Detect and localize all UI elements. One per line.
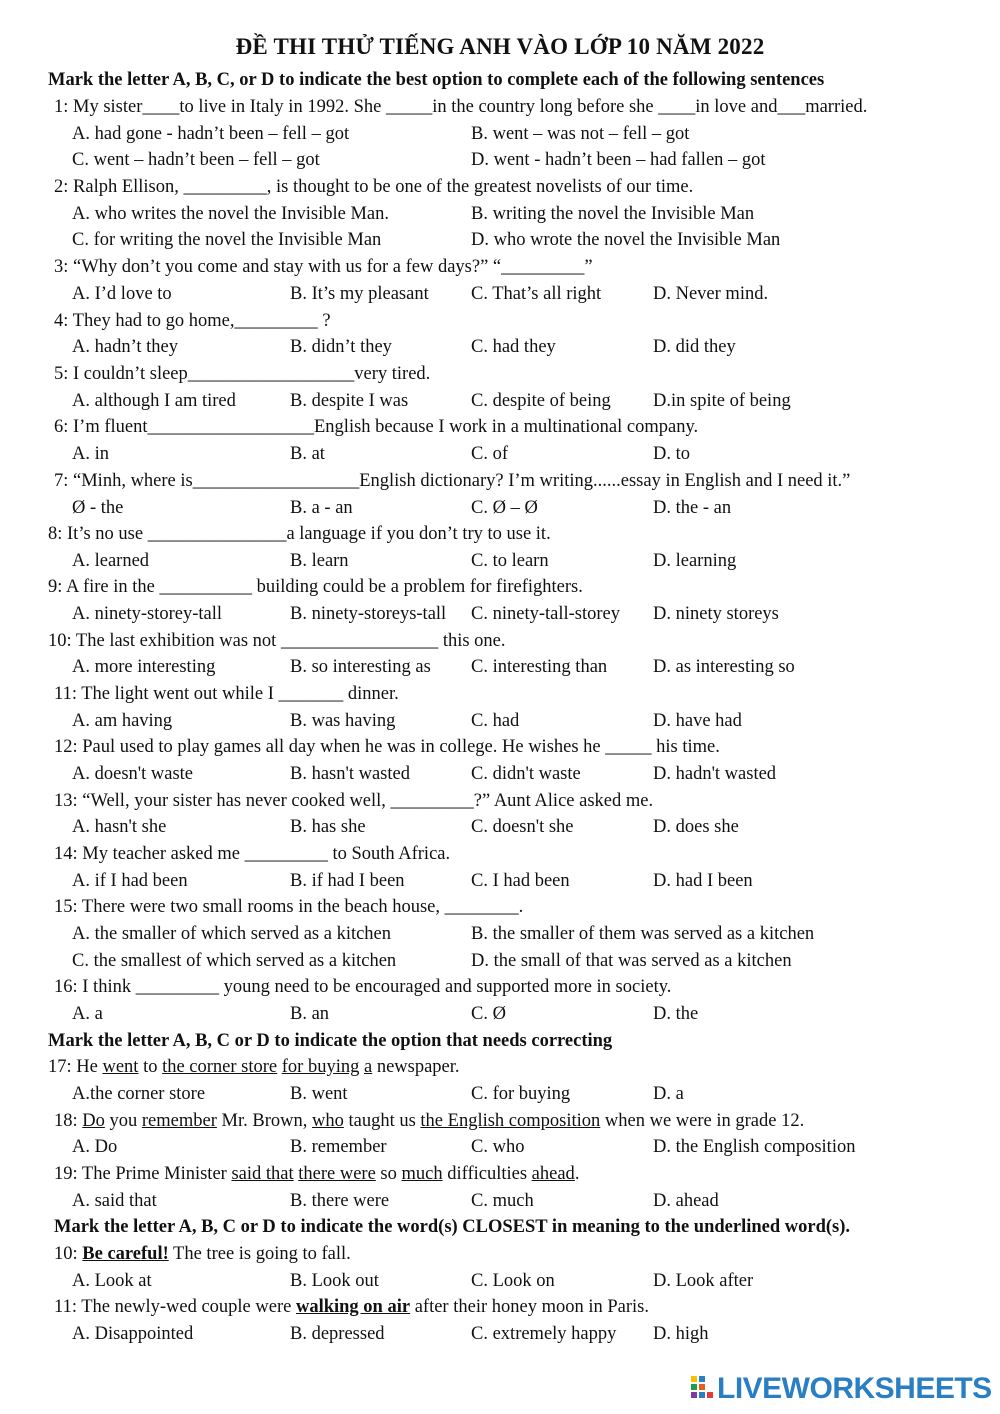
option-3-b[interactable]: B. It’s my pleasant [290, 284, 429, 304]
option-6-a[interactable]: A. in [72, 444, 109, 464]
option-11-b[interactable]: B. was having [290, 711, 396, 731]
option-13-b[interactable]: B. has she [290, 817, 366, 837]
logo-text: LIVEWORKSHEETS [717, 1372, 992, 1405]
option-2-a[interactable]: A. who writes the novel the Invisible Man. [72, 204, 390, 224]
question-20: 10: Be careful! The tree is going to fall. [54, 1244, 351, 1264]
question-2: 2: Ralph Ellison, _________, is thought to be one of the greatest novelists of our time. [54, 177, 694, 197]
option-5-c[interactable]: C. despite of being [471, 391, 611, 411]
option-9-b[interactable]: B. ninety-storeys-tall [290, 604, 447, 624]
option-4-b[interactable]: B. didn’t they [290, 337, 392, 357]
option-21-c[interactable]: C. extremely happy [471, 1324, 617, 1344]
option-7-c[interactable]: C. Ø – Ø [471, 498, 538, 518]
option-6-c[interactable]: C. of [471, 444, 508, 464]
option-2-b[interactable]: B. writing the novel the Invisible Man [471, 204, 755, 224]
option-18-d[interactable]: D. the English composition [653, 1137, 856, 1157]
option-8-c[interactable]: C. to learn [471, 551, 549, 571]
option-10-b[interactable]: B. so interesting as [290, 657, 431, 677]
option-4-d[interactable]: D. did they [653, 337, 736, 357]
option-3-c[interactable]: C. That’s all right [471, 284, 602, 304]
option-19-d[interactable]: D. ahead [653, 1191, 719, 1211]
logo-mark-icon [690, 1374, 714, 1404]
page-title: ĐỀ THI THỬ TIẾNG ANH VÀO LỚP 10 NĂM 2022 [235, 34, 765, 59]
option-20-c[interactable]: C. Look on [471, 1271, 555, 1291]
option-4-a[interactable]: A. hadn’t they [72, 337, 179, 357]
option-10-c[interactable]: C. interesting than [471, 657, 608, 677]
option-21-a[interactable]: A. Disappointed [72, 1324, 194, 1344]
question-17: 17: He went to the corner store for buying a newspaper. [48, 1057, 460, 1077]
option-2-c[interactable]: C. for writing the novel the Invisible Man [72, 230, 382, 250]
question-1: 1: My sister____to live in Italy in 1992. She _____in the country long before she ____in love and___married. [54, 97, 868, 117]
question-10: 10: The last exhibition was not _________________ this one. [48, 631, 506, 651]
section-instruction-2: Mark the letter A, B, C or D to indicate the option that needs correcting [48, 1031, 613, 1051]
option-12-c[interactable]: C. didn't waste [471, 764, 581, 784]
option-18-c[interactable]: C. who [471, 1137, 525, 1157]
option-7-a[interactable]: Ø - the [72, 498, 124, 518]
option-8-b[interactable]: B. learn [290, 551, 349, 571]
option-1-d[interactable]: D. went - hadn’t been – had fallen – got [471, 150, 766, 170]
option-16-c[interactable]: C. Ø [471, 1004, 506, 1024]
option-2-d[interactable]: D. who wrote the novel the Invisible Man [471, 230, 781, 250]
option-12-b[interactable]: B. hasn't wasted [290, 764, 410, 784]
option-17-d[interactable]: D. a [653, 1084, 684, 1104]
option-19-a[interactable]: A. said that [72, 1191, 157, 1211]
question-15: 15: There were two small rooms in the beach house, ________. [54, 897, 524, 917]
option-21-b[interactable]: B. depressed [290, 1324, 385, 1344]
option-16-b[interactable]: B. an [290, 1004, 330, 1024]
question-6: 6: I’m fluent__________________English because I work in a multinational company. [54, 417, 699, 437]
question-19: 19: The Prime Minister said that there were so much difficulties ahead. [54, 1164, 580, 1184]
option-3-a[interactable]: A. I’d love to [72, 284, 172, 304]
option-19-c[interactable]: C. much [471, 1191, 534, 1211]
option-4-c[interactable]: C. had they [471, 337, 556, 357]
option-20-b[interactable]: B. Look out [290, 1271, 379, 1291]
question-5: 5: I couldn’t sleep__________________very tired. [54, 364, 431, 384]
option-10-d[interactable]: D. as interesting so [653, 657, 795, 677]
question-21: 11: The newly-wed couple were walking on air after their honey moon in Paris. [54, 1297, 649, 1317]
option-14-b[interactable]: B. if had I been [290, 871, 405, 891]
option-14-a[interactable]: A. if I had been [72, 871, 188, 891]
option-14-d[interactable]: D. had I been [653, 871, 753, 891]
option-5-a[interactable]: A. although I am tired [72, 391, 236, 411]
option-6-d[interactable]: D. to [653, 444, 690, 464]
liveworksheets-logo [690, 1372, 992, 1406]
option-14-c[interactable]: C. I had been [471, 871, 570, 891]
option-1-a[interactable]: A. had gone - hadn’t been – fell – got [72, 124, 350, 144]
question-18: 18: Do you remember Mr. Brown, who taught us the English composition when we were in grade 12. [54, 1111, 805, 1131]
option-11-a[interactable]: A. am having [72, 711, 173, 731]
option-12-a[interactable]: A. doesn't waste [72, 764, 193, 784]
question-7: 7: “Minh, where is__________________English dictionary? I’m writing......essay in English and I need it.” [54, 471, 851, 491]
option-3-d[interactable]: D. Never mind. [653, 284, 769, 304]
option-15-d[interactable]: D. the small of that was served as a kitchen [471, 951, 792, 971]
option-6-b[interactable]: B. at [290, 444, 325, 464]
option-10-a[interactable]: A. more interesting [72, 657, 216, 677]
option-9-a[interactable]: A. ninety-storey-tall [72, 604, 223, 624]
option-1-c[interactable]: C. went – hadn’t been – fell – got [72, 150, 320, 170]
option-13-a[interactable]: A. hasn't she [72, 817, 167, 837]
question-3: 3: “Why don’t you come and stay with us for a few days?” “_________” [54, 257, 593, 277]
option-11-c[interactable]: C. had [471, 711, 520, 731]
option-21-d[interactable]: D. high [653, 1324, 709, 1344]
option-7-d[interactable]: D. the - an [653, 498, 732, 518]
option-9-d[interactable]: D. ninety storeys [653, 604, 779, 624]
question-13: 13: “Well, your sister has never cooked well, _________?” Aunt Alice asked me. [54, 791, 654, 811]
question-14: 14: My teacher asked me _________ to South Africa. [54, 844, 451, 864]
option-1-b[interactable]: B. went – was not – fell – got [471, 124, 690, 144]
option-17-b[interactable]: B. went [290, 1084, 348, 1104]
option-17-a[interactable]: A.the corner store [72, 1084, 206, 1104]
option-20-d[interactable]: D. Look after [653, 1271, 754, 1291]
option-13-c[interactable]: C. doesn't she [471, 817, 574, 837]
option-13-d[interactable]: D. does she [653, 817, 739, 837]
question-12: 12: Paul used to play games all day when he was in college. He wishes he _____ his time. [54, 737, 720, 757]
option-7-b[interactable]: B. a - an [290, 498, 353, 518]
option-5-b[interactable]: B. despite I was [290, 391, 409, 411]
question-11: 11: The light went out while I _______ dinner. [54, 684, 399, 704]
option-16-a[interactable]: A. a [72, 1004, 103, 1024]
question-4: 4: They had to go home,_________ ? [54, 311, 331, 331]
option-5-d[interactable]: D.in spite of being [653, 391, 791, 411]
option-11-d[interactable]: D. have had [653, 711, 742, 731]
question-8: 8: It’s no use _______________a language if you don’t try to use it. [48, 524, 551, 544]
option-17-c[interactable]: C. for buying [471, 1084, 571, 1104]
option-18-b[interactable]: B. remember [290, 1137, 387, 1157]
question-9: 9: A fire in the __________ building could be a problem for firefighters. [48, 577, 583, 597]
question-16: 16: I think _________ young need to be encouraged and supported more in society. [54, 977, 672, 997]
option-15-c[interactable]: C. the smallest of which served as a kitchen [72, 951, 397, 971]
option-12-d[interactable]: D. hadn't wasted [653, 764, 777, 784]
option-16-d[interactable]: D. the [653, 1004, 699, 1024]
section-instruction-1: Mark the letter A, B, C, or D to indicate the best option to complete each of the following sentences [48, 70, 825, 90]
option-19-b[interactable]: B. there were [290, 1191, 390, 1211]
option-8-a[interactable]: A. learned [72, 551, 150, 571]
option-20-a[interactable]: A. Look at [72, 1271, 152, 1291]
option-18-a[interactable]: A. Do [72, 1137, 118, 1157]
option-15-b[interactable]: B. the smaller of them was served as a kitchen [471, 924, 815, 944]
option-8-d[interactable]: D. learning [653, 551, 737, 571]
section-instruction-3: Mark the letter A, B, C or D to indicate the word(s) CLOSEST in meaning to the underlined word(s). [54, 1217, 851, 1237]
option-15-a[interactable]: A. the smaller of which served as a kitchen [72, 924, 392, 944]
option-9-c[interactable]: C. ninety-tall-storey [471, 604, 620, 624]
